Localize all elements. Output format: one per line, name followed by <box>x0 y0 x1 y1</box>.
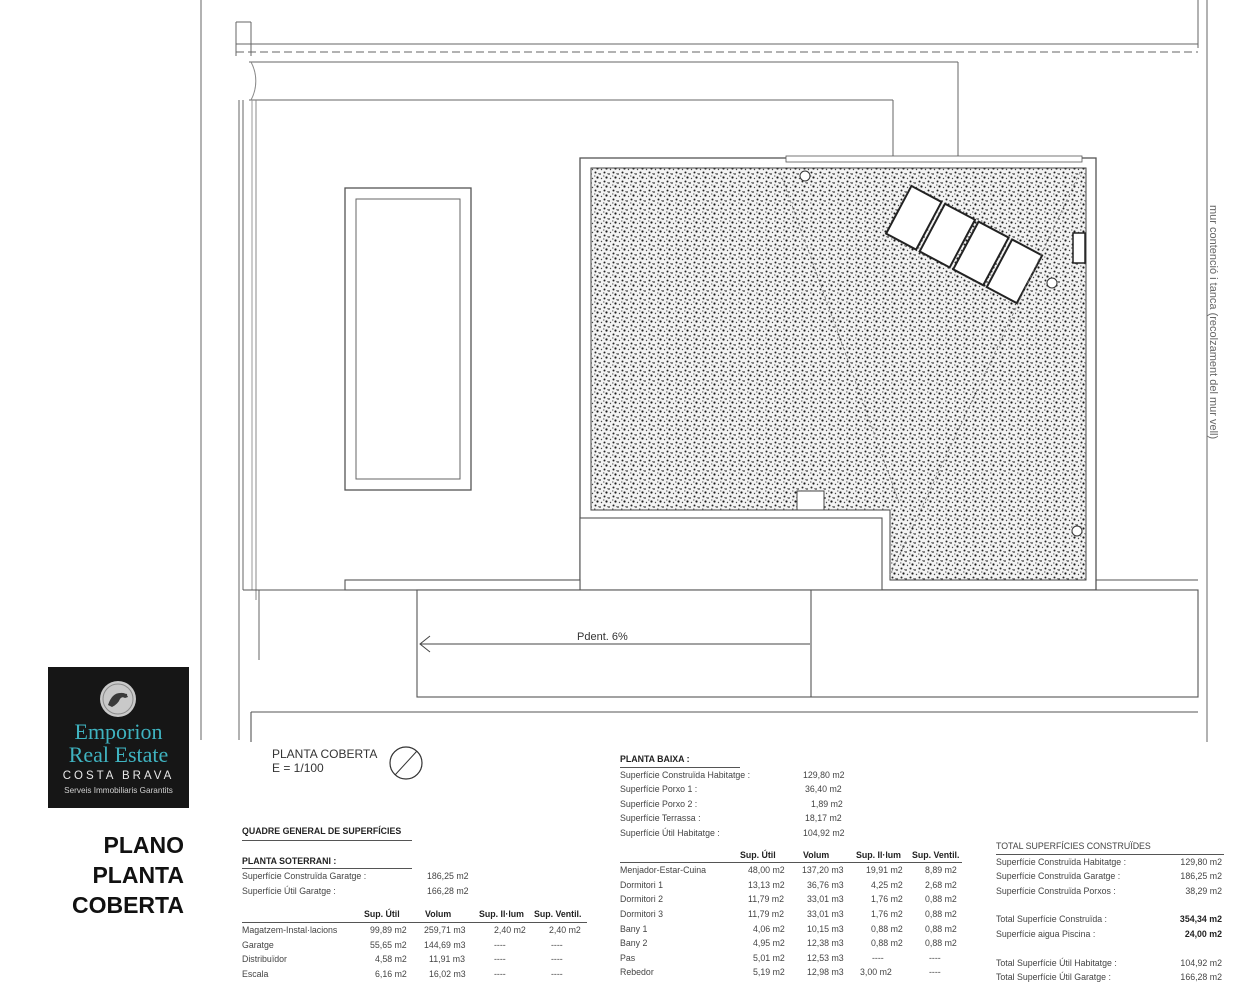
horse-coin-emblem-icon <box>98 679 138 719</box>
totals-row: Superfície aigua Piscina : 24,00 m2 <box>996 928 1222 939</box>
title-line-2: PLANTA <box>92 862 184 888</box>
terrace-block <box>580 518 882 590</box>
logo-line-2: Real Estate <box>68 742 169 767</box>
drain-icon <box>800 171 810 181</box>
soterrani-title: PLANTA SOTERRANI : <box>242 855 337 866</box>
totals-row: Total Superfície Útil Garatge : 166,28 m2 <box>996 972 1222 983</box>
column-headers: Sup. Útil Volum Sup. Il·lum Sup. Ventil. <box>740 849 960 860</box>
summary-row: Superfície Útil Habitatge : 104,92 m2 <box>620 827 845 838</box>
water-tank <box>1073 233 1085 263</box>
table-row: Escala 6,16 m2 16,02 m3 ---- ---- <box>242 968 563 979</box>
table-row: Garatge 55,65 m2 144,69 m3 ---- ---- <box>242 939 563 950</box>
title-line-3: COBERTA <box>71 892 184 918</box>
planta-baixa-table <box>620 752 970 980</box>
plan-name: PLANTA COBERTA <box>272 747 378 761</box>
totals-row: Superfície Construïda Porxos : 38,29 m2 <box>996 885 1222 896</box>
table-row: Rebedor 5,19 m2 12,98 m3 3,00 m2 ---- <box>620 967 941 978</box>
totals-row: Superfície Construïda Habitatge : 129,80 m2 <box>996 856 1222 867</box>
quadre-general-table <box>242 824 602 981</box>
totals-title: TOTAL SUPERFÍCIES CONSTRUÏDES <box>996 841 1151 851</box>
table-row: Dormitori 3 11,79 m2 33,01 m3 1,76 m2 0,88 m2 <box>620 908 957 919</box>
totals-row: Total Superfície Construïda : 354,34 m2 <box>996 914 1222 925</box>
drain-icon <box>1072 526 1082 536</box>
drain-icon <box>1047 278 1057 288</box>
slope-label: Pdent. 6% <box>577 631 628 643</box>
table-row: Dormitori 1 13,13 m2 36,76 m3 4,25 m2 2,68 m2 <box>620 879 957 890</box>
plan-label <box>272 747 377 775</box>
logo-line-1: Emporion <box>74 719 163 744</box>
logo-line-3: COSTA BRAVA <box>62 770 175 782</box>
table-row: Bany 2 4,95 m2 12,38 m3 0,88 m2 0,88 m2 <box>620 938 957 949</box>
table-row: Pas 5,01 m2 12,53 m3 ---- ---- <box>620 952 941 963</box>
roof-vent <box>797 491 824 510</box>
title-line-1: PLANO <box>103 832 184 858</box>
summary-row: Superfície Terrassa : 18,17 m2 <box>620 813 842 824</box>
totals-row: Total Superfície Útil Habitatge : 104,92 m2 <box>996 957 1222 968</box>
page-title <box>72 830 184 920</box>
totals-table <box>996 839 1226 985</box>
north-arrow-icon <box>387 745 425 781</box>
side-wall-note: mur contenció i tanca (recolzament del mur vell) <box>1207 205 1219 440</box>
table-row: Distribuïdor 4,58 m2 11,91 m3 ---- ---- <box>242 954 563 965</box>
baixa-title: PLANTA BAIXA : <box>620 754 690 764</box>
plan-scale: E = 1/100 <box>272 761 324 775</box>
table-row: Magatzem-Instal·lacions 99,89 m2 259,71 m3 2,40 m2 2,40 m2 <box>242 924 581 935</box>
quadre-title: QUADRE GENERAL DE SUPERFÍCIES <box>242 826 402 836</box>
summary-row: Superfície Porxo 2 : 1,89 m2 <box>620 798 843 809</box>
company-logo <box>48 667 189 808</box>
table-row: Menjador-Estar-Cuina 48,00 m2 137,20 m3 19,91 m2 8,89 m2 <box>620 865 957 876</box>
summary-row: Superfície Construïda Habitatge : 129,80 m2 <box>620 769 845 780</box>
summary-row: Superfície Útil Garatge : 166,28 m2 <box>242 885 469 896</box>
summary-row: Superfície Porxo 1 : 36,40 m2 <box>620 784 842 795</box>
pool-inner-outline <box>356 199 460 479</box>
pool-outline <box>345 188 471 490</box>
table-row: Dormitori 2 11,79 m2 33,01 m3 1,76 m2 0,88 m2 <box>620 894 957 905</box>
table-row: Bany 1 4,06 m2 10,15 m3 0,88 m2 0,88 m2 <box>620 923 957 934</box>
logo-tagline: Serveis Immobiliaris Garantits <box>64 786 173 795</box>
totals-row: Superfície Construïda Garatge : 186,25 m2 <box>996 871 1222 882</box>
summary-row: Superfície Construïda Garatge : 186,25 m2 <box>242 871 469 882</box>
column-headers: Sup. Útil Volum Sup. Il·lum Sup. Ventil. <box>364 909 582 920</box>
